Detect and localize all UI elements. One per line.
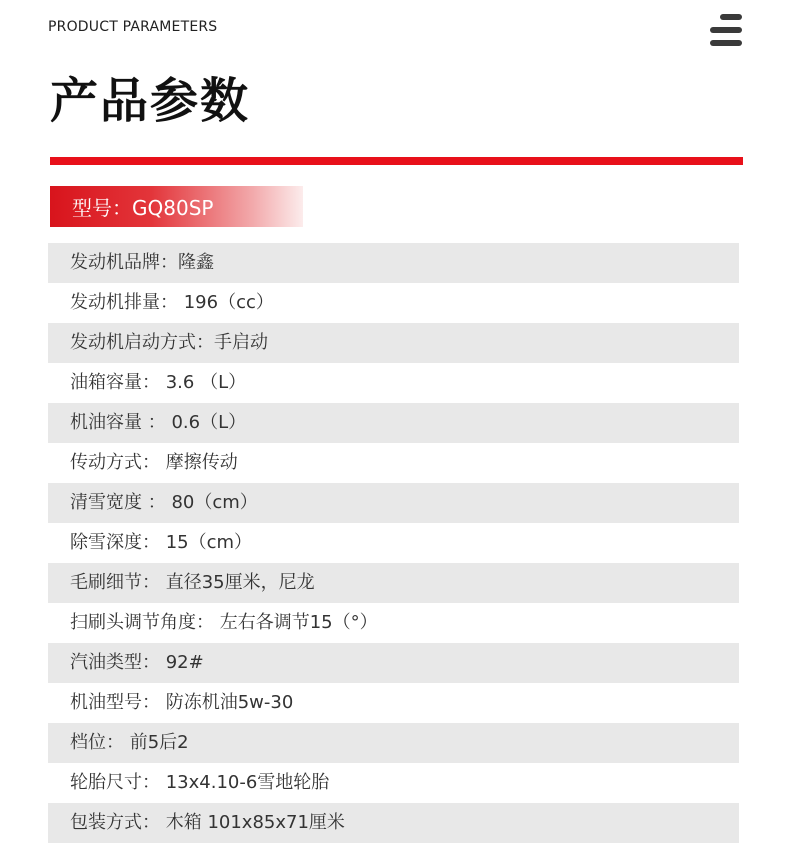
parameter-row: 传动方式： 摩擦传动 — [70, 452, 238, 473]
parameter-row: 油箱容量： 3.6 （L） — [70, 372, 247, 393]
parameter-row: 包装方式： 木箱 101x85x71厘米 — [48, 803, 739, 843]
parameter-row: 汽油类型： 92# — [48, 643, 739, 683]
parameter-row: 扫刷头调节角度： 左右各调节15（°） — [70, 612, 378, 633]
title-divider — [50, 157, 743, 165]
parameter-row: 清雪宽度 ： 80（cm） — [48, 483, 739, 523]
menu-line — [720, 14, 742, 20]
parameter-list — [48, 243, 739, 843]
parameter-row: 发动机品牌：隆鑫 — [48, 243, 739, 283]
model-value: GQ80SP — [132, 196, 214, 220]
page-title: 产品参数 — [50, 73, 251, 129]
parameter-row: 毛刷细节： 直径35厘米，尼龙 — [48, 563, 739, 603]
menu-line — [710, 27, 742, 33]
menu-line — [710, 40, 742, 46]
model-label: 型号： — [72, 196, 132, 220]
parameter-row: 机油容量 ： 0.6（L） — [48, 403, 739, 443]
page-subtitle: PRODUCT PARAMETERS — [48, 19, 218, 35]
parameter-row: 发动机启动方式：手启动 — [48, 323, 739, 363]
hamburger-menu-icon[interactable] — [710, 14, 742, 46]
parameter-row: 发动机排量： 196（cc） — [70, 292, 274, 313]
model-tag — [50, 186, 303, 227]
parameter-row: 轮胎尺寸： 13x4.10-6雪地轮胎 — [70, 772, 330, 793]
parameter-row: 机油型号： 防冻机油5w-30 — [70, 692, 294, 713]
parameter-row: 档位： 前5后2 — [48, 723, 739, 763]
model-text — [72, 192, 213, 221]
parameter-row: 除雪深度： 15（cm） — [70, 532, 253, 553]
